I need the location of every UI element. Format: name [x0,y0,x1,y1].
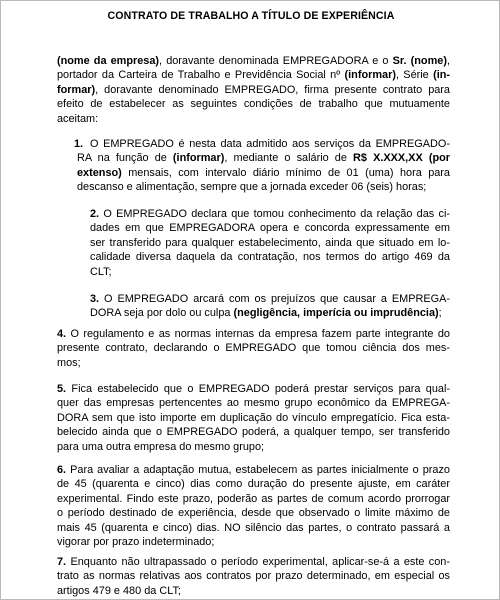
clause-3 [90,292,450,321]
clause-6-line-6: vigorar por prazo indeterminado; [57,536,215,549]
clause-2-line-1: 2. O EMPREGADO declara que tomou conhecimento da relação das ci- [90,208,450,220]
clause-6-line-4: o período destinado de experiência, desde que observado o limite máximo de [57,507,450,520]
clause-4-line-1: 4. O regulamento e as normas internas da empresa fazem parte integrante do [57,328,450,340]
clause-7-line-1: 7. Enquanto não ultrapassado o período experimental, aplicar-se-á a este con- [57,556,450,568]
company-name-placeholder: (nome da empresa) [57,55,160,67]
clause-5 [57,382,450,454]
clause-6-line-2: de 45 (quarenta e cinco) dias como duração do presente ajuste, em caráter [57,478,450,491]
clause-6-line-1: 6. Para avaliar a adaptação mutua, estabelecem as partes inicialmente o prazo [57,464,450,476]
clause-3-line-1: 3. O EMPREGADO arcará com os prejuízos que causar a EMPREGA- [90,293,450,305]
clause-5-line-4: belecido ainda que o EMPREGADO poderá, a qualquer tempo, ser transferido [57,426,450,439]
clause-4 [57,327,450,370]
intro-line-5: aceitam: [57,112,99,125]
clause-number: 7. [57,556,67,568]
intro-line-1: (nome da empresa), doravante denominada EMPREGADORA e o Sr. (nome), [57,55,450,67]
clause-1-line-2: RA na função de (informar), mediante o salário de R$ X.XXX,XX (por [77,152,450,165]
clause-1-line-3: extenso) mensais, com intervalo diário mínimo de 01 (uma) hora para [77,166,450,179]
clause-5-line-2: quer das empresas pertencentes ao mesmo grupo econômico da EMPREGA- [57,397,450,410]
clause-6-line-3: experimental. Findo este prazo, poderão as partes de comum acordo prorrogar [57,492,450,505]
clause-1 [74,137,450,195]
clause-5-line-5: para uma outra empresa do mesmo grupo; [57,440,265,453]
clause-2-line-4: calidade diversa daquela da contratação, nos termos do artigo 469 da [90,251,450,264]
clause-number: 5. [57,383,67,395]
clause-7-line-3: artigos 479 e 480 da CLT; [57,584,181,597]
clause-number: 4. [57,328,67,340]
clause-1-line-4: descanso e alimentação, sempre que a jornada exceder 06 (seis) horas; [77,181,427,194]
clause-number: 6. [57,464,67,476]
intro-line-2: portador da Carteira de Trabalho e Previdência Social nº (informar), Série (in- [57,69,450,82]
intro-paragraph [57,54,450,126]
clause-5-line-1: 5. Fica estabelecido que o EMPREGADO poderá prestar serviços para qual- [57,383,450,395]
clause-5-line-3: DORA sem que isto importe em duplicação do vínculo empregatício. Fica esta- [57,411,450,424]
clause-3-line-2: DORA seja por dolo ou culpa (negligência, imperícia ou imprudência); [90,307,442,320]
clause-2-line-5: CLT; [90,265,112,278]
clause-2 [90,207,450,279]
clause-6 [57,463,450,549]
intro-line-4: efeito de estabelecer as seguintes condições de trabalho que mutuamente [57,98,450,111]
clause-7-line-2: trato as normas relativas aos contratos por prazo determinado, em especial os [57,570,450,583]
document-title: CONTRATO DE TRABALHO A TÍTULO DE EXPERIÊNCIA [107,10,395,22]
clause-number: 3. [90,293,100,305]
clause-1-line-1: 1. O EMPREGADO é nesta data admitido aos serviços da EMPREGADO- [74,138,450,150]
clause-number: 2. [90,208,100,220]
employee-name-placeholder: Sr. (nome) [392,55,447,67]
clause-7 [57,555,450,598]
clause-4-line-3: mos; [57,356,81,369]
clause-2-line-2: dades em que EMPREGADORA opera e concorda expressamente em [90,222,450,235]
clause-2-line-3: ser transferido para qualquer estabelecimento, ainda que situado em lo- [90,236,450,249]
clause-6-line-5: mais 45 (quarenta e cinco) dias. NO silêncio das partes, o contrato passará a [57,521,450,534]
clause-number: 1. [74,138,84,150]
intro-line-3: formar), doravante denominado EMPREGADO, firma presente contrato para [57,83,450,96]
clause-4-line-2: presente contrato, declarando o EMPREGADO que tomou ciência dos mes- [57,342,450,355]
